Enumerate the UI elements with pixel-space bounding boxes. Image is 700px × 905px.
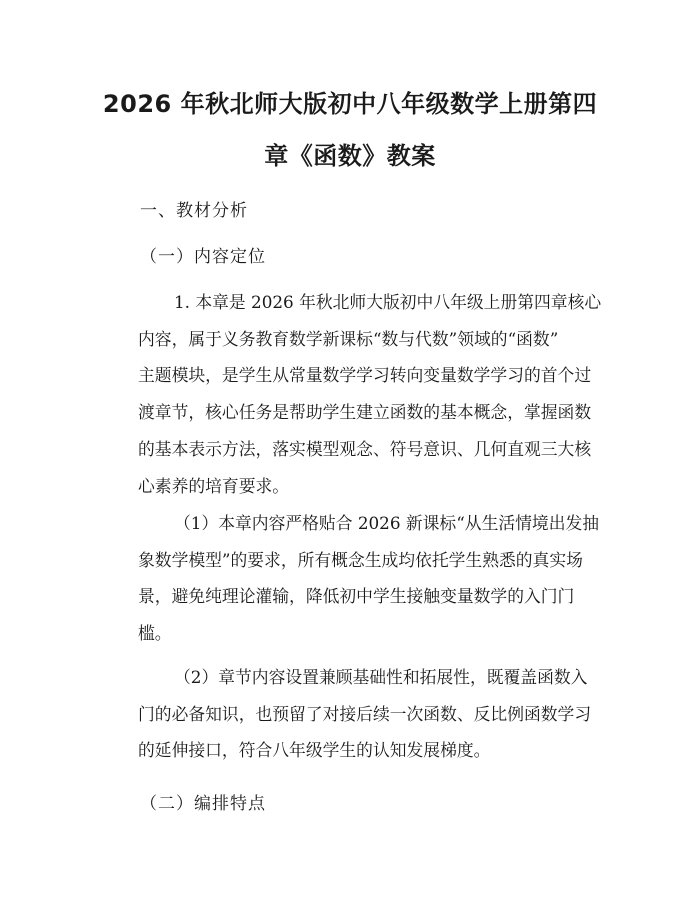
paragraph-1-line-3: 主题模块，是学生从常量数学学习转向变量数学学习的首个过: [138, 365, 592, 386]
paragraph-1-line-2: 内容，属于义务教育数学新课标“数与代数”领域的“函数”: [138, 328, 559, 349]
paragraph-2: [105, 505, 600, 652]
paragraph-3-line-3: 的延伸接口，符合八年级学生的认知发展梯度。: [138, 740, 491, 761]
paragraph-1-line-4: 渡章节，核心任务是帮助学生建立函数的基本概念，掌握函数: [138, 402, 592, 423]
subsection-heading-arrangement-features: （二）编排特点: [140, 794, 266, 814]
paragraph-2-line-2: 象数学模型”的要求，所有概念生成均依托学生熟悉的真实场: [138, 549, 583, 570]
paragraph-3-line-1: （2）章节内容设置兼顾基础性和拓展性，既覆盖函数入: [174, 667, 588, 687]
paragraph-2-line-4: 槛。: [138, 623, 172, 644]
paragraph-2-line-1: （1）本章内容严格贴合 2026 新课标“从生活情境出发抽: [174, 513, 600, 533]
paragraph-1-line-5: 的基本表示方法，落实模型观念、符号意识、几何直观三大核: [138, 438, 592, 459]
paragraph-3: [105, 659, 595, 769]
paragraph-1: [105, 284, 602, 504]
paragraph-3-line-2: 门的必备知识，也预留了对接后续一次函数、反比例函数学习: [138, 703, 592, 724]
subsection-heading-content-positioning: （一）内容定位: [140, 247, 266, 267]
paragraph-1-line-1: 1. 本章是 2026 年秋北师大版初中八年级上册第四章核心: [174, 292, 602, 312]
paragraph-2-line-3: 景，避免纯理论灌输，降低初中学生接触变量数学的入门门: [138, 586, 575, 607]
section-heading-teaching-material-analysis: 一、教材分析: [140, 201, 248, 221]
document-title-line-2: 章《函数》教案: [264, 142, 436, 170]
document-title-line-1: 2026 年秋北师大版初中八年级数学上册第四: [102, 90, 598, 118]
paragraph-1-line-6: 心素养的培育要求。: [138, 475, 290, 496]
